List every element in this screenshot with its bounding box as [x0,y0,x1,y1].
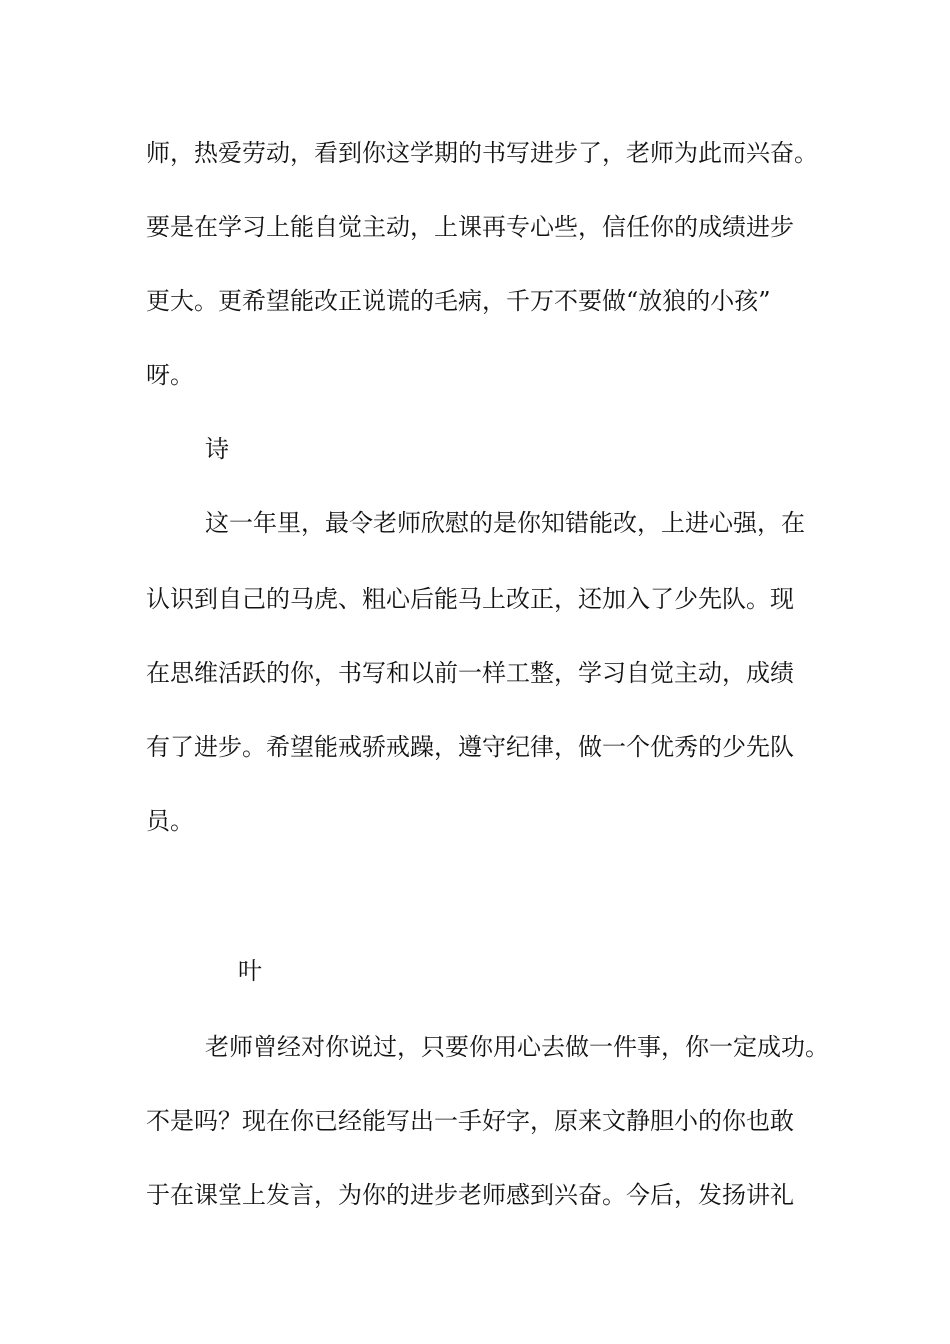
paragraph-2-line-2: 认识到自己的马虎、粗心后能马上改正，还加入了少先队。现 [146,585,794,613]
paragraph-1-line-4: 呀。 [146,361,194,389]
paragraph-2-line-1: 这一年里，最令老师欣慰的是你知错能改，上进心强，在 [205,509,805,537]
paragraph-2-line-4: 有了进步。希望能戒骄戒躁，遵守纪律，做一个优秀的少先队 [146,733,794,761]
paragraph-2-line-5: 员。 [146,807,194,835]
section-heading-2: 叶 [238,957,262,985]
paragraph-1-line-3: 更大。更希望能改正说谎的毛病，千万不要做“放狼的小孩” [146,287,771,315]
paragraph-3-line-3: 于在课堂上发言，为你的进步老师感到兴奋。今后，发扬讲礼 [146,1181,794,1209]
paragraph-3-line-1: 老师曾经对你说过，只要你用心去做一件事，你一定成功。 [205,1033,829,1061]
paragraph-3-line-2: 不是吗？现在你已经能写出一手好字，原来文静胆小的你也敢 [146,1107,794,1135]
paragraph-1-line-2: 要是在学习上能自觉主动，上课再专心些，信任你的成绩进步 [146,213,794,241]
section-heading-1: 诗 [205,435,229,463]
paragraph-1-line-1: 师，热爱劳动，看到你这学期的书写进步了，老师为此而兴奋。 [146,139,818,167]
paragraph-2-line-3: 在思维活跃的你，书写和以前一样工整，学习自觉主动，成绩 [146,659,794,687]
